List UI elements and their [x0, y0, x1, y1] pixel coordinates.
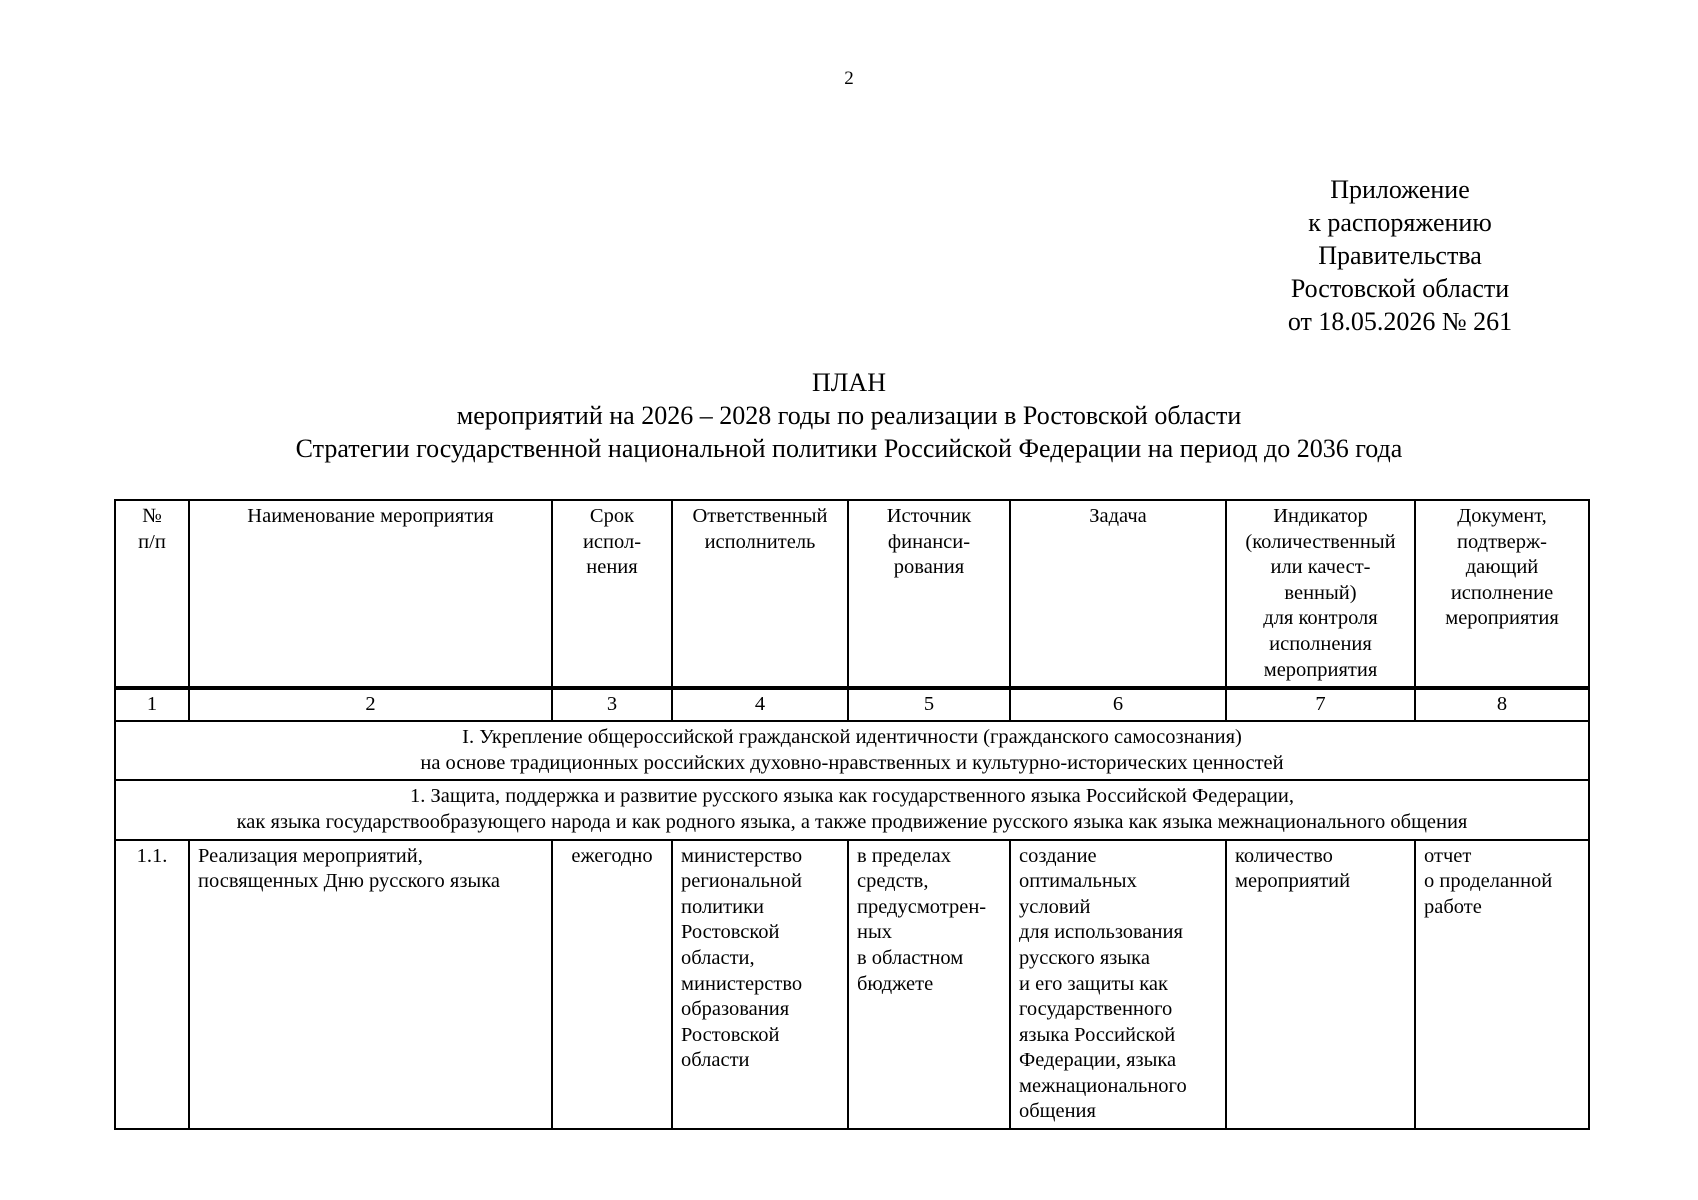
section-heading: I. Укрепление общероссийской гражданской идентичности (гражданского самосознания) на основе традиционных российских духовно-нравственных и культурно-исторических ценностей	[115, 721, 1589, 780]
title-line: Стратегии государственной национальной политики Российской Федерации на период до 2036 года	[295, 434, 1403, 463]
subsection-row	[115, 780, 1589, 839]
document-title	[0, 366, 1698, 465]
header-cell-executor: Ответственный исполнитель	[672, 500, 848, 688]
column-number: 7	[1226, 688, 1415, 721]
table-header-row	[115, 500, 1589, 688]
appendix-block	[1240, 173, 1560, 338]
column-number: 5	[848, 688, 1010, 721]
row-task: создание оптимальных условий для использования русского языка и его защиты как государственного языка Российской Федерации, языка межнационального общения	[1010, 840, 1226, 1130]
row-event-name: Реализация мероприятий, посвященных Дню русского языка	[189, 840, 552, 1130]
column-number: 8	[1415, 688, 1589, 721]
header-cell-task: Задача	[1010, 500, 1226, 688]
title-heading: ПЛАН	[812, 368, 886, 397]
column-number: 3	[552, 688, 672, 721]
appendix-line: Приложение	[1330, 175, 1470, 204]
header-cell-number: № п/п	[115, 500, 189, 688]
column-number: 2	[189, 688, 552, 721]
page-number: 2	[844, 68, 854, 89]
appendix-line: к распоряжению	[1308, 208, 1492, 237]
appendix-line: от 18.05.2026 № 261	[1287, 307, 1513, 336]
header-cell-term: Срок испол- нения	[552, 500, 672, 688]
row-document: отчет о проделанной работе	[1415, 840, 1589, 1130]
row-executor: министерство региональной политики Ростовской области, министерство образования Ростовской области	[672, 840, 848, 1130]
header-cell-indicator: Индикатор (количественный или качест- венный) для контроля исполнения мероприятия	[1226, 500, 1415, 688]
column-number: 6	[1010, 688, 1226, 721]
row-number: 1.1.	[115, 840, 189, 1130]
table-row	[115, 840, 1589, 1130]
header-cell-document: Документ, подтверж- дающий исполнение мероприятия	[1415, 500, 1589, 688]
column-number-row	[115, 688, 1589, 721]
header-cell-funding: Источник финанси- рования	[848, 500, 1010, 688]
row-indicator: количество мероприятий	[1226, 840, 1415, 1130]
section-row	[115, 721, 1589, 780]
title-line: мероприятий на 2026 – 2028 годы по реализации в Ростовской области	[456, 401, 1242, 430]
column-number: 4	[672, 688, 848, 721]
column-number: 1	[115, 688, 189, 721]
subsection-heading: 1. Защита, поддержка и развитие русского языка как государственного языка Российской Федерации, как языка государствообразующего народа и как родного языка, а также продвижение русского языка как языка межнационального общения	[115, 780, 1589, 839]
row-funding: в пределах средств, предусмотрен- ных в областном бюджете	[848, 840, 1010, 1130]
appendix-line: Ростовской области	[1290, 274, 1510, 303]
header-cell-name: Наименование мероприятия	[189, 500, 552, 688]
plan-table	[114, 499, 1590, 1130]
appendix-line: Правительства	[1318, 241, 1482, 270]
row-term: ежегодно	[552, 840, 672, 1130]
